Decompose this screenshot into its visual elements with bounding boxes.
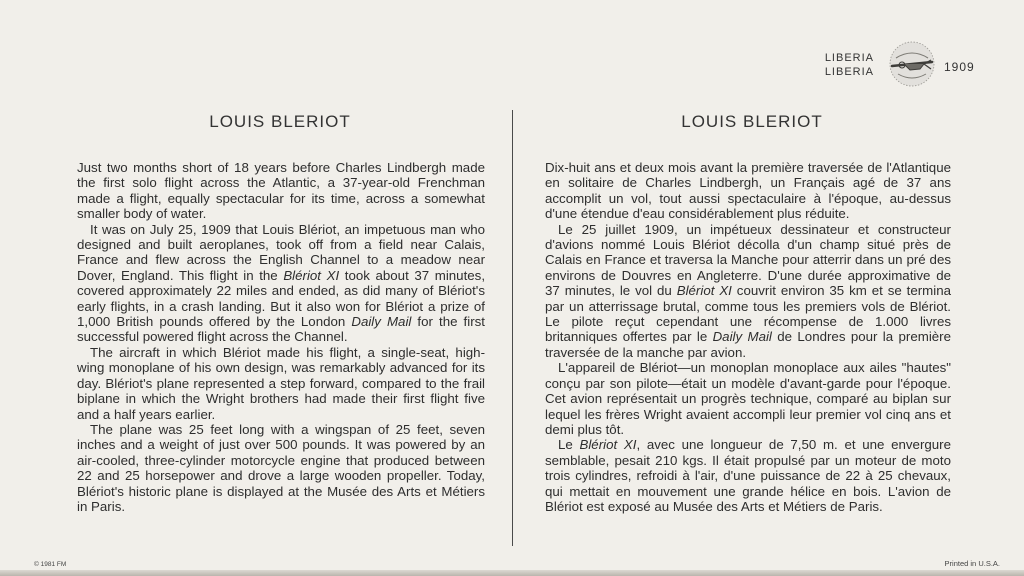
airplane-seal-icon — [884, 36, 940, 92]
italic-title: Daily Mail — [351, 314, 412, 330]
italic-title: Blériot XI — [579, 437, 637, 453]
text-run: couvrit environ 35 km et se termina par un atterrissage brutal, comme tous les premiers vols de Blériot. Le pilote reçut cependant une récompense de 1.000 livres britanniques offertes par le — [545, 283, 952, 345]
stamp-year: 1909 — [944, 60, 975, 74]
text-run: Dix-huit ans et deux mois avant la première traversée de l'Atlantique en solitaire de Charles Lindbergh, un Français agé de 37 ans accomplit un vol, tout aussi spectaculaire à l'époque, au-dessus d'une étendue d'eau considérablement plus réduite. — [545, 160, 951, 222]
italic-title: Blériot XI — [676, 283, 732, 299]
stamp-area — [788, 48, 988, 98]
paragraph — [77, 345, 485, 422]
french-heading: LOUIS BLERIOT — [681, 112, 823, 131]
card-bottom-edge — [0, 570, 1024, 576]
italic-title: Blériot XI — [283, 267, 340, 283]
paragraph — [545, 160, 951, 222]
paragraph — [545, 360, 951, 437]
paragraph — [77, 160, 485, 222]
text-run: It was on July 25, 1909 that Louis Blériot, an impetuous man who designed and built aeroplanes, took off from a field near Calais, France and flew across the English Channel to a meadow near Dover, England. This flight in the — [77, 221, 485, 283]
english-heading: LOUIS BLERIOT — [209, 112, 351, 131]
paragraph — [77, 222, 485, 345]
copyright-notice: © 1981 FM — [34, 561, 67, 568]
english-text-column — [77, 160, 485, 514]
text-run: de Londres pour la première traversée de la manche par avion. — [545, 329, 951, 360]
stamp-country-line2: LIBERIA — [824, 66, 874, 78]
column-divider — [512, 110, 513, 546]
paragraph — [545, 222, 951, 361]
stamp-country-line1: LIBERIA — [824, 52, 874, 64]
printed-in-notice: Printed in U.S.A. — [944, 559, 1000, 568]
text-run: for the first successful powered flight across the Channel. — [77, 314, 485, 345]
text-run: The aircraft in which Blériot made his flight, a single-seat, high-wing monoplane of his own design, was remarkably advanced for its day. Blériot's plane represented a step forward, compared to the frail biplane in which the Wright brothers had made their first flight five and a half years earlier. — [77, 344, 485, 422]
french-text-column — [545, 160, 951, 514]
text-run: , avec une longueur de 7,50 m. et une envergure semblable, pesait 210 kgs. Il était propulsé par un moteur de moto trois cylindres, refroidi à l'air, d'une puissance de 22 à 25 chevaux, qui mettait en mouvement une grande hélice en bois. L'avion de Blériot est exposé au Musée des Arts et Métiers de Paris. — [545, 437, 951, 514]
text-run: Just two months short of 18 years before Charles Lindbergh made the first solo flight across the Atlantic, a 37-year-old Frenchman made a flight, equally spectacular for its time, across a somewhat smaller body of water. — [77, 160, 485, 222]
italic-title: Daily Mail — [712, 329, 772, 345]
paragraph — [545, 437, 951, 514]
text-run: Le 25 juillet 1909, un impétueux dessinateur et constructeur d'avions nommé Louis Blériot décolla d'un champ situé près de Calais en France et traversa la Manche pour atterrir dans un pré des environs de Douvres en Angleterre. D'une durée approximative de 37 minutes, le vol du — [545, 221, 951, 299]
text-run: The plane was 25 feet long with a wingspan of 25 feet, seven inches and a weight of just over 500 pounds. It was powered by an air-cooled, three-cylinder motorcycle engine that produced between 22 and 25 horsepower and drove a large wooden propeller. Today, Blériot's historic plane is displayed at the Musée des Arts et Métiers in Paris. — [77, 421, 485, 514]
text-run: Le — [558, 437, 580, 453]
paragraph — [77, 422, 485, 514]
text-run: L'appareil de Blériot—un monoplan monoplace aux ailes "hautes" conçu par son pilote—était un modèle d'avant-garde pour l'époque. Cet avion représentait un progrès technique, comparé au biplan sur lequel les frères Wright avaient accompli leur premier vol cinq ans et demi plus tôt. — [545, 360, 951, 437]
text-run: took about 37 minutes, covered approximately 22 miles and ended, as did many of Blériot's early flights, in a crash landing. But it also won for Blériot a prize of 1,000 British pounds offered by the London — [77, 267, 486, 330]
